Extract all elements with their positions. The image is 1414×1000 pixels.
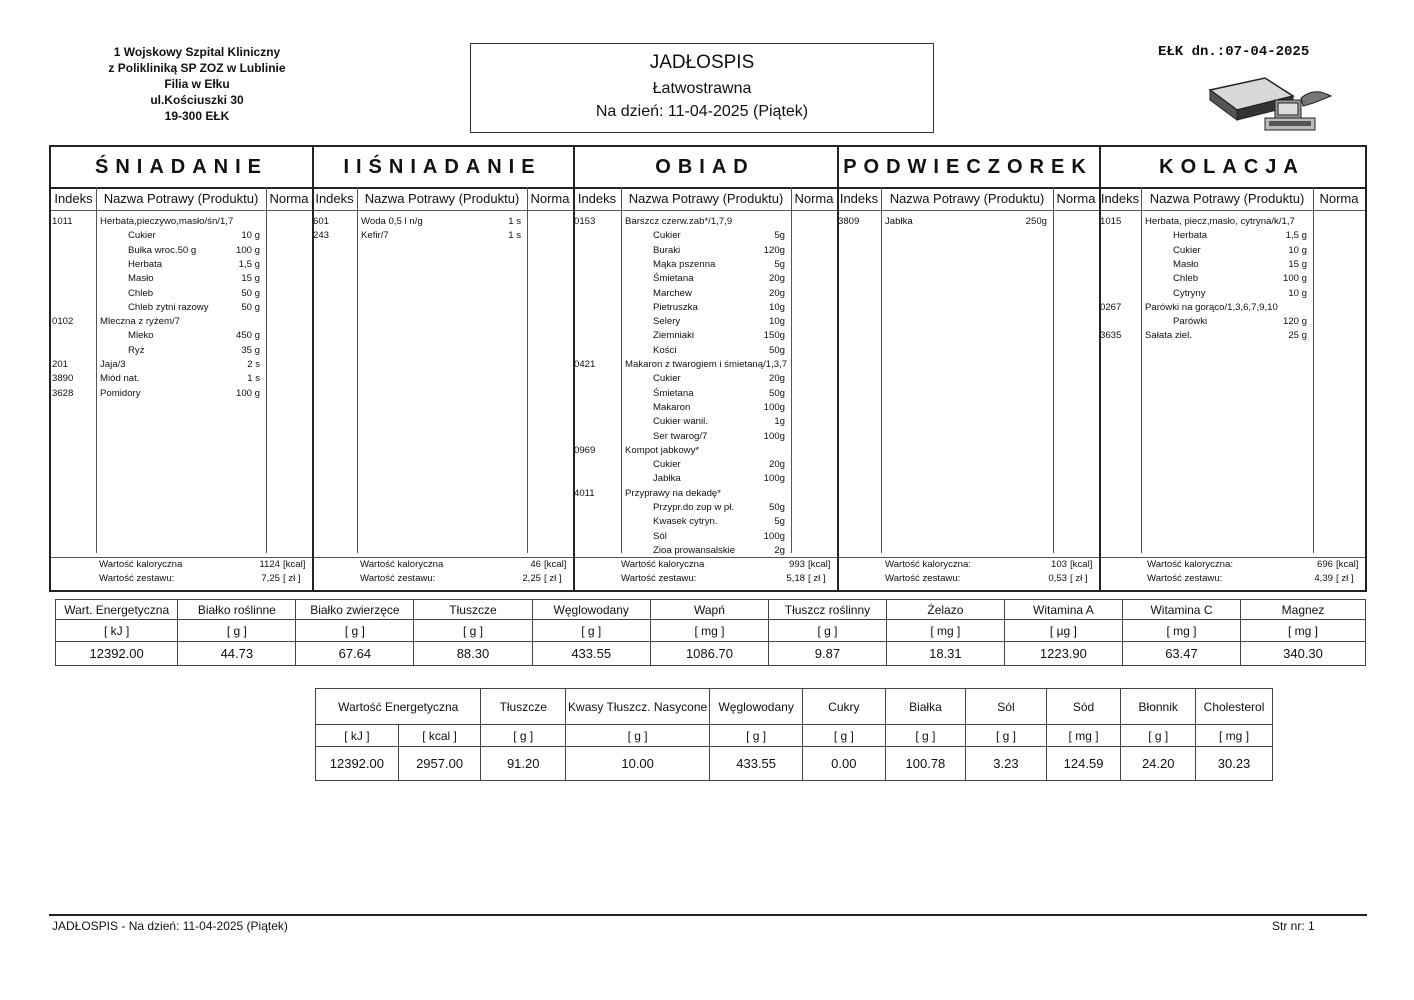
ingredient-name: Cukier [653, 373, 681, 385]
dish-norm: 10 g [241, 230, 260, 242]
col-header-index: Indeks [1100, 191, 1140, 206]
dish-norm: 10g [768, 316, 785, 328]
dish-index: 4011 [574, 487, 595, 499]
dish-index [574, 501, 620, 515]
nutrient-header: Sód [1046, 689, 1121, 725]
norm-column-divider [527, 187, 528, 553]
dish-norm: 450 g [235, 330, 260, 342]
dish-index: 1015 [1100, 216, 1122, 227]
nutrient-unit: [ g ] [768, 620, 886, 642]
title-box [470, 43, 934, 133]
nutrient-unit: [ kcal ] [398, 725, 481, 747]
dish-index [1100, 244, 1140, 258]
meal-column-divider [312, 147, 314, 590]
nutrient-unit: [ g ] [710, 725, 803, 747]
page-number: Str nr: 1 [1272, 919, 1315, 933]
nutrient-unit: [ g ] [481, 725, 566, 747]
calorie-unit: [kcal] [1336, 559, 1359, 570]
ingredient-name: Ser twarog/7 [653, 430, 708, 442]
ingredient-name: Masło [1173, 258, 1199, 270]
dish-norm: 100g [763, 401, 785, 413]
dish-norm: 120 g [1282, 316, 1307, 328]
dish-norm: 1 s [508, 216, 521, 227]
dish-norm: 5g [774, 258, 785, 270]
dish-norm [196, 215, 260, 229]
meal-title-obiad: OBIAD [655, 156, 755, 178]
dish-name: Kefir/7 [361, 230, 389, 242]
nutrient-value: 3.23 [966, 747, 1046, 781]
ingredient-name: Cukier [653, 459, 681, 471]
ingredient-name: Herbata [128, 258, 163, 270]
cost-value: 2,25 [522, 573, 541, 584]
dish-norm: 2 s [247, 359, 260, 370]
cost-label: Wartość zestawu: [1147, 573, 1223, 584]
nutrient-header: Żelazo [886, 600, 1004, 620]
ingredient-name: Cukier [128, 230, 156, 242]
dish-name: Barszcz czerw.zab*/1,7,9 [625, 216, 733, 227]
ingredient-name: Masło [128, 273, 154, 285]
book-computer-clipart [1205, 68, 1335, 134]
dish-norm: 100 g [235, 387, 260, 399]
dish-name: Makaron z twarogiem i śmietaną/1,3,7 [625, 359, 788, 370]
calorie-label: Wartość kaloryczna [360, 559, 444, 570]
dish-norm: 35 g [241, 344, 260, 356]
index-column-divider [621, 187, 622, 553]
nutrient-header: Cholesterol [1196, 689, 1273, 725]
dish-index: 0267 [1100, 301, 1122, 313]
cost-label: Wartość zestawu: [360, 573, 436, 584]
dish-norm: 2g [774, 544, 785, 556]
dish-name: Herbata, piecz,masło, cytryna/k/1,7 [1145, 216, 1295, 227]
nutrient-unit: [ g ] [966, 725, 1046, 747]
calorie-label: Wartość kaloryczna: [885, 559, 972, 570]
hospital-line: 19-300 EŁK [164, 109, 230, 123]
column-header-divider [51, 210, 1365, 211]
dish-index [574, 301, 620, 315]
dish-norm: 5g [774, 230, 785, 242]
dish-index [574, 401, 620, 415]
nutrient-header: Białko roślinne [178, 600, 296, 620]
dish-name: Przyprawy na dekadę* [625, 487, 721, 499]
col-header-name: Nazwa Potrawy (Produktu) [1149, 191, 1305, 206]
nutrient-value: 63.47 [1122, 642, 1240, 666]
nutrient-unit: [ g ] [885, 725, 966, 747]
nutrient-value: 0.00 [803, 747, 886, 781]
calorie-value: 103 [1050, 559, 1067, 570]
nutrient-value: 10.00 [566, 747, 710, 781]
dish-index: 0969 [574, 444, 596, 456]
dish-norm [721, 215, 785, 229]
dish-norm: 150g [763, 330, 785, 342]
nutrient-header: Węglowodany [710, 689, 803, 725]
ingredient-name: Śmietana [653, 387, 694, 399]
ingredient-name: Przypr.do zup w pł. [653, 502, 735, 513]
dish-index: 3809 [838, 216, 860, 227]
nutrient-unit: [ g ] [1121, 725, 1196, 747]
ingredient-name: Jabłka [653, 473, 681, 485]
calorie-value: 993 [788, 559, 805, 570]
meal-table [49, 145, 1367, 592]
nutrient-header: Witamina A [1004, 600, 1122, 620]
calorie-value: 696 [1316, 559, 1333, 570]
ingredient-name: Pietruszka [653, 301, 698, 313]
nutrient-unit: [ mg ] [1046, 725, 1121, 747]
energy-header: Wartość Energetyczna [316, 689, 481, 725]
cost-label: Wartość zestawu: [885, 573, 961, 584]
calorie-unit: [kcal] [283, 559, 306, 570]
print-date: EŁK dn.:07-04-2025 [1158, 44, 1310, 60]
dish-norm: 50 g [241, 287, 260, 299]
ingredient-name: Mąka pszenna [653, 258, 716, 270]
dish-norm: 250g [1025, 216, 1047, 227]
norm-column-divider [266, 187, 267, 553]
nutrient-header: Magnez [1241, 600, 1366, 620]
nutrient-header: Białka [885, 689, 966, 725]
dish-index [52, 244, 95, 258]
nutrient-value: 91.20 [481, 747, 566, 781]
dish-index: 3635 [1100, 330, 1122, 342]
calorie-value: 46 [530, 559, 541, 570]
dish-norm: 1,5 g [1285, 230, 1307, 242]
dish-norm: 10g [768, 301, 785, 313]
dish-norm: 100 g [1282, 273, 1307, 285]
dish-name: Herbata,pieczywo,masło/śn/1,7 [100, 216, 234, 227]
dish-index [52, 329, 95, 343]
ingredient-name: Cukier wanil. [653, 416, 708, 428]
dish-norm: 10 g [1288, 287, 1307, 299]
dish-norm [196, 315, 260, 329]
dish-name: Pomidory [100, 387, 141, 399]
index-column-divider [96, 187, 97, 553]
dish-index [52, 301, 95, 315]
col-header-index: Indeks [839, 191, 879, 206]
nutrient-summary-table [55, 599, 1366, 666]
ingredient-name: Kości [653, 344, 677, 356]
dish-name: Miód nat. [100, 373, 140, 385]
dish-norm: 20g [768, 273, 785, 285]
nutrient-value: 44.73 [178, 642, 296, 666]
dish-norm [721, 358, 785, 372]
dish-index [52, 229, 95, 243]
norm-column-divider [791, 187, 792, 553]
nutrient-unit: [ mg ] [1241, 620, 1366, 642]
nutrient-unit: [ mg ] [1122, 620, 1240, 642]
ingredient-name: Marchew [653, 287, 692, 299]
nutrient-value: 67.64 [296, 642, 414, 666]
nutrient-value: 30.23 [1196, 747, 1273, 781]
meal-column-divider [1099, 147, 1101, 590]
nutrient-value: 24.20 [1121, 747, 1196, 781]
nutrient-value: 12392.00 [56, 642, 178, 666]
dish-index [574, 329, 620, 343]
nutrient-header: Kwasy Tłuszcz. Nasycone [566, 689, 710, 725]
dish-index: 243 [313, 230, 330, 242]
col-header-name: Nazwa Potrawy (Produktu) [103, 191, 259, 206]
dish-norm: 100g [763, 530, 785, 542]
nutrient-unit: [ kJ ] [56, 620, 178, 642]
nutrient-unit: [ mg ] [650, 620, 768, 642]
dish-name: Sałata ziel. [1145, 330, 1192, 342]
dish-index [574, 472, 620, 486]
nutrient-value: 124.59 [1046, 747, 1121, 781]
ingredient-name: Zioa prowansalskie [653, 544, 736, 556]
cost-unit: [ zł ] [808, 573, 826, 584]
ingredient-name: Cytryny [1173, 287, 1206, 299]
cost-unit: [ zł ] [1070, 573, 1088, 584]
calorie-label: Wartość kaloryczna: [1147, 559, 1234, 570]
nutrient-value: 18.31 [886, 642, 1004, 666]
cost-value: 7,25 [261, 573, 280, 584]
dish-index [574, 287, 620, 301]
calorie-value: 1124 [259, 559, 280, 570]
dish-norm: 20g [768, 373, 785, 385]
nutrient-value: 340.30 [1241, 642, 1366, 666]
ingredient-name: Selery [653, 316, 681, 328]
nutrient-value: 9.87 [768, 642, 886, 666]
footer-divider [49, 914, 1367, 916]
col-header-norm: Norma [1319, 191, 1359, 206]
ingredient-name: Herbata [1173, 230, 1208, 242]
dish-index [574, 372, 620, 386]
col-header-name: Nazwa Potrawy (Produktu) [628, 191, 784, 206]
diet-name: Łatwostrawna [652, 80, 752, 97]
nutrient-value: 1223.90 [1004, 642, 1122, 666]
nutrient-value: 433.55 [710, 747, 803, 781]
dish-index [574, 530, 620, 544]
nutrient-header: Węglowodany [532, 600, 650, 620]
nutrient-unit: [ kJ ] [316, 725, 399, 747]
dish-index: 201 [52, 359, 69, 370]
nutrient-header: Tłuszcz roślinny [768, 600, 886, 620]
meal-title-podwieczorek: PODWIECZOREK [843, 156, 1093, 178]
dish-index: 1011 [52, 216, 73, 227]
nutrient-value: 433.55 [532, 642, 650, 666]
col-header-norm: Norma [794, 191, 834, 206]
col-header-index: Indeks [577, 191, 617, 206]
dish-norm: 25 g [1288, 330, 1307, 342]
ingredient-name: Parówki [1173, 316, 1208, 328]
dish-index: 601 [313, 216, 330, 227]
nutrient-unit: [ g ] [532, 620, 650, 642]
dish-norm: 100g [763, 430, 785, 442]
dish-index [1100, 272, 1140, 286]
calorie-unit: [kcal] [1070, 559, 1093, 570]
dish-index: 0421 [574, 359, 596, 370]
dish-norm: 1 s [508, 230, 521, 242]
cost-value: 4,39 [1314, 573, 1333, 584]
ingredient-name: Buraki [653, 244, 681, 256]
nutrient-unit: [ g ] [178, 620, 296, 642]
dish-name: Kompot jabkowy* [625, 444, 700, 456]
nutrient-unit: [ g ] [414, 620, 532, 642]
nutrient-unit: [ mg ] [886, 620, 1004, 642]
dish-norm [721, 444, 785, 458]
norm-column-divider [1313, 187, 1314, 553]
nutrient-value: 12392.00 [316, 747, 399, 781]
nutrient-unit: [ g ] [803, 725, 886, 747]
ingredient-name: Sól [653, 530, 667, 542]
nutrient-value: 100.78 [885, 747, 966, 781]
nutrient-header: Tłuszcze [414, 600, 532, 620]
meal-column-divider [837, 147, 839, 590]
dish-norm: 120g [763, 244, 785, 256]
cost-unit: [ zł ] [1336, 573, 1354, 584]
dish-norm: 100 g [235, 244, 260, 256]
hospital-address [82, 44, 312, 124]
dish-norm [1243, 301, 1307, 315]
dish-index [574, 344, 620, 358]
dish-index [1100, 287, 1140, 301]
dish-index [52, 344, 95, 358]
dish-norm: 20g [768, 459, 785, 471]
index-column-divider [881, 187, 882, 553]
nutrient-header: Cukry [803, 689, 886, 725]
dish-index [1100, 315, 1140, 329]
dish-norm [1243, 215, 1307, 229]
ingredient-name: Bułka wroc.50 g [128, 244, 197, 256]
document-title: JADŁOSPIS [649, 52, 755, 73]
dish-norm: 15 g [241, 273, 260, 285]
col-header-name: Nazwa Potrawy (Produktu) [889, 191, 1045, 206]
dish-index [52, 272, 95, 286]
meal-title-śniadanie: ŚNIADANIE [94, 156, 268, 178]
nutrient-unit: [ g ] [566, 725, 710, 747]
dish-index [574, 258, 620, 272]
col-header-index: Indeks [315, 191, 354, 206]
ingredient-name: Chleb [128, 287, 154, 299]
dish-norm: 50g [768, 387, 785, 399]
dish-index: 0153 [574, 216, 596, 227]
nutrient-header: Błonnik [1121, 689, 1196, 725]
dish-index: 3890 [52, 373, 74, 385]
dish-norm: 50 g [241, 301, 260, 313]
energy-summary-table [315, 688, 1273, 781]
nutrient-value: 2957.00 [398, 747, 481, 781]
nutrient-header: Witamina C [1122, 600, 1240, 620]
nutrient-value: 1086.70 [650, 642, 768, 666]
cost-value: 5,18 [786, 573, 805, 584]
nutrient-unit: [ mg ] [1196, 725, 1273, 747]
dish-index [574, 229, 620, 243]
ingredient-name: Ziemniaki [653, 330, 695, 342]
nutrient-header: Sól [966, 689, 1046, 725]
ingredient-name: Makaron [653, 401, 691, 413]
ingredient-name: Cukier [653, 230, 681, 242]
dish-norm: 50g [768, 502, 785, 513]
ingredient-name: Cukier [1173, 244, 1201, 256]
dish-norm: 50g [768, 344, 785, 356]
dish-norm: 10 g [1288, 244, 1307, 256]
nutrient-header: Wart. Energetyczna [56, 600, 178, 620]
col-header-norm: Norma [1056, 191, 1096, 206]
nutrient-header: Białko zwierzęce [296, 600, 414, 620]
menu-date: Na dzień: 11-04-2025 (Piątek) [595, 103, 809, 120]
dish-index [574, 458, 620, 472]
hospital-line: ul.Kościuszki 30 [150, 93, 244, 107]
dish-index: 3628 [52, 387, 74, 399]
dish-index [574, 544, 620, 558]
ingredient-name: Chleb zytni razowy [128, 301, 209, 313]
calorie-label: Wartość kaloryczna [99, 559, 183, 570]
dish-index [574, 415, 620, 429]
dish-norm: 100g [763, 473, 785, 485]
dish-name: Jaja/3 [100, 359, 126, 370]
calorie-unit: [kcal] [544, 559, 567, 570]
calorie-label: Wartość kaloryczna [621, 559, 705, 570]
ingredient-name: Mleko [128, 330, 154, 342]
norm-column-divider [1053, 187, 1054, 553]
dish-norm: 15 g [1288, 258, 1307, 270]
dish-norm: 20g [768, 287, 785, 299]
dish-name: Woda 0,5 l n/g [361, 216, 423, 227]
dish-name: Parówki na gorąco/1,3,6,7,9,10 [1145, 301, 1278, 313]
nutrient-value: 88.30 [414, 642, 532, 666]
cost-value: 0,53 [1048, 573, 1067, 584]
ingredient-name: Kwasek cytryn. [653, 516, 718, 528]
dish-index [574, 430, 620, 444]
meal-title-kolacja: KOLACJA [1159, 156, 1305, 178]
dish-norm: 5g [774, 516, 785, 528]
cost-unit: [ zł ] [544, 573, 562, 584]
dish-norm [721, 487, 785, 501]
dish-index [1100, 258, 1140, 272]
dish-index [574, 272, 620, 286]
dish-index [52, 258, 95, 272]
hospital-line: 1 Wojskowy Szpital Kliniczny [113, 45, 281, 59]
dish-index [52, 287, 95, 301]
col-header-name: Nazwa Potrawy (Produktu) [364, 191, 520, 206]
ingredient-name: Chleb [1173, 273, 1199, 285]
cost-label: Wartość zestawu: [621, 573, 697, 584]
meal-title-iiśniadanie: IIŚNIADANIE [343, 156, 542, 178]
dish-index [574, 315, 620, 329]
dish-norm: 1,5 g [238, 258, 260, 270]
col-header-norm: Norma [530, 191, 570, 206]
dish-norm: 1g [774, 416, 785, 428]
nutrient-header: Tłuszcze [481, 689, 566, 725]
dish-name: Mleczna z ryżem/7 [100, 316, 180, 328]
nutrient-unit: [ g ] [296, 620, 414, 642]
col-header-norm: Norma [269, 191, 309, 206]
dish-index [574, 515, 620, 529]
cost-label: Wartość zestawu: [99, 573, 175, 584]
hospital-line: z Polikliniką SP ZOZ w Lublinie [108, 61, 286, 75]
dish-index [574, 387, 620, 401]
dish-index: 0102 [52, 316, 74, 328]
calorie-unit: [kcal] [808, 559, 831, 570]
index-column-divider [357, 187, 358, 553]
hospital-line: Filia w Ełku [164, 77, 230, 91]
dish-name: Jabłka [885, 216, 913, 227]
ingredient-name: Śmietana [653, 273, 694, 285]
ingredient-name: Ryż [128, 344, 145, 356]
col-header-index: Indeks [54, 191, 93, 206]
dish-index [1100, 229, 1140, 243]
nutrient-header: Wapń [650, 600, 768, 620]
footer-title: JADŁOSPIS - Na dzień: 11-04-2025 (Piątek) [52, 919, 288, 933]
dish-index [574, 244, 620, 258]
cost-unit: [ zł ] [283, 573, 301, 584]
nutrient-unit: [ µg ] [1004, 620, 1122, 642]
index-column-divider [1141, 187, 1142, 553]
dish-norm: 1 s [247, 373, 260, 385]
